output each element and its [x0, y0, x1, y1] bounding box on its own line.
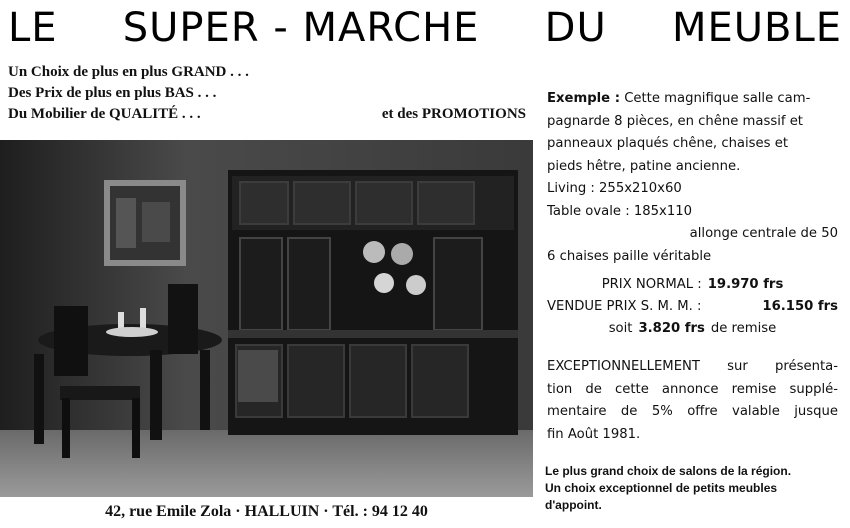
savings-value: 3.820 frs: [638, 321, 705, 336]
headline-word-le: LE: [8, 5, 58, 51]
savings-prefix: soit: [608, 321, 633, 336]
sold-price-row: [547, 296, 838, 318]
description-line-4: pieds hêtre, patine ancienne.: [547, 158, 741, 174]
normal-price-value: 19.970 frs: [707, 277, 784, 292]
description-line-2: pagnarde 8 pièces, en chêne massif et: [547, 113, 803, 129]
taglines: [8, 62, 533, 125]
table-extension: allonge centrale de 50: [689, 226, 838, 241]
tagline-choice: Un Choix de plus en plus GRAND . . .: [8, 64, 249, 80]
tagline-prices: Des Prix de plus en plus BAS . . .: [8, 85, 217, 101]
headline-word-super-marche: SUPER - MARCHE: [122, 5, 480, 51]
normal-price-row: [547, 274, 838, 296]
chairs-description: 6 chaises paille véritable: [547, 248, 712, 264]
footer-line-1: Le plus grand choix de salons de la région.: [545, 464, 792, 478]
tagline-promotions-text: et des PROMOTIONS: [381, 106, 526, 122]
exceptional-line-1: EXCEPTIONNELLEMENT sur présenta-: [547, 359, 838, 374]
savings-suffix: de remise: [710, 321, 777, 336]
tagline-quality: [8, 104, 526, 125]
furniture-photo: [0, 140, 533, 497]
footer-line-2: Un choix exceptionnel de petits meubles: [545, 481, 778, 495]
product-description: [547, 88, 838, 268]
exceptional-offer: [547, 356, 838, 446]
example-label: Exemple :: [547, 91, 620, 106]
footer-line-3: d'appoint.: [545, 498, 602, 512]
normal-price-label: PRIX NORMAL :: [601, 277, 702, 292]
exceptional-line-2: tion de cette annonce remise supplé-: [547, 381, 838, 397]
description-line-1-text: Cette magnifique salle cam-: [624, 91, 811, 106]
table-dimensions: Table ovale : 185x110: [547, 203, 692, 219]
living-dimensions: Living : 255x210x60: [547, 181, 682, 196]
description-line-3: panneaux plaqués chêne, chaises et: [547, 136, 789, 151]
description-line-1: [547, 88, 838, 111]
headline: [8, 4, 842, 52]
sold-price-value: 16.150 frs: [762, 299, 838, 314]
savings-row: [547, 318, 838, 340]
store-address: 42, rue Emile Zola · HALLUIN · Tél. : 94 12 40: [105, 503, 428, 520]
tagline-quality-text: Du Mobilier de QUALITÉ . . .: [8, 106, 201, 122]
headline-word-meuble: MEUBLE: [671, 5, 842, 51]
footer-promo: [545, 463, 845, 514]
sold-price-label: VENDUE PRIX S. M. M. :: [547, 299, 702, 314]
exceptional-line-4: fin Août 1981.: [547, 426, 641, 442]
exceptional-line-3: mentaire de 5% offre valable jusque: [547, 404, 838, 419]
headline-word-du: DU: [544, 5, 607, 51]
price-block: [547, 274, 838, 340]
